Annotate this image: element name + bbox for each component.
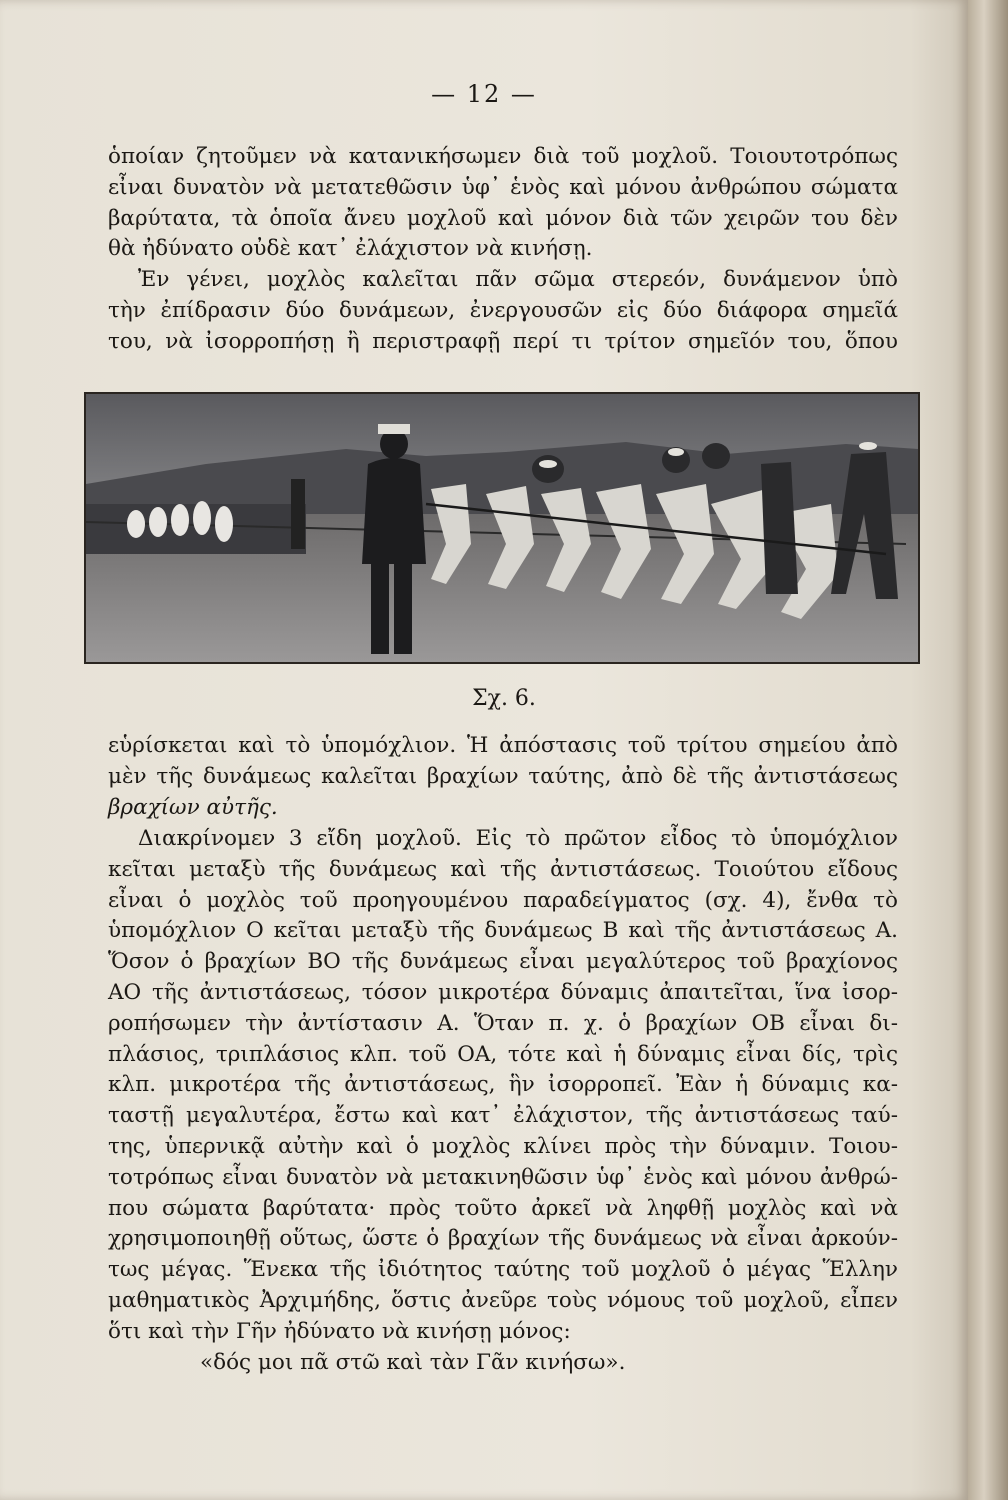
text-line: ὑπομόχλιον Ο κεῖται μεταξὺ τῆς δυνάμεως Β καὶ τῆς ἀντιστάσεως Α. <box>108 918 898 944</box>
book-binding <box>968 0 1008 1500</box>
text-line: τοτρόπως εἶναι δυνατὸν νὰ μετακινηθῶσιν ὑφ᾽ ἑνὸς καὶ μόνου ἀνθρώ- <box>108 1164 898 1190</box>
text-line: βαρύτατα, τὰ ὁποῖα ἄνευ μοχλοῦ καὶ μόνον διὰ τῶν χειρῶν του δὲν <box>108 205 898 231</box>
figure-caption: Σχ. 6. <box>472 686 536 711</box>
paragraph-3 <box>108 731 898 823</box>
paragraph-1 <box>108 142 898 265</box>
text-line: τὴν ἐπίδρασιν δύο δυνάμεων, ἐνεργουσῶν εἰς δύο διάφορα σημεῖά <box>108 297 898 323</box>
text-line: εἶναι ὁ μοχλὸς τοῦ προηγουμένου παραδείγματος (σχ. 4), ἔνθα τὸ <box>108 887 898 913</box>
paragraph-2 <box>108 265 898 357</box>
text-line: Ὅσον ὁ βραχίων ΒΟ τῆς δυνάμεως εἶναι μεγαλύτερος τοῦ βραχίονος <box>108 949 898 975</box>
text-line: μαθηματικὸς Ἀρχιμήδης, ὅστις ἀνεῦρε τοὺς νόμους τοῦ μοχλοῦ, εἶπεν <box>108 1287 898 1313</box>
text-line: εἶναι δυνατὸν νὰ μετατεθῶσιν ὑφ᾽ ἑνὸς καὶ μόνου ἀνθρώπου σώματα <box>108 174 898 200</box>
text-line: εὑρίσκεται καὶ τὸ ὑπομόχλιον. Ἡ ἀπόστασις τοῦ τρίτου σημείου ἀπὸ <box>108 733 898 758</box>
text-line: ροπήσωμεν τὴν ἀντίστασιν Α. Ὅταν π. χ. ὁ βραχίων ΟΒ εἶναι δι- <box>108 1010 898 1036</box>
text-line: κεῖται μεταξὺ τῆς δυνάμεως καὶ τῆς ἀντιστάσεως. Τοιούτου εἴδους <box>108 856 898 882</box>
text-line: που σώματα βαρύτατα· πρὸς τοῦτο ἀρκεῖ νὰ ληφθῇ μοχλὸς καὶ νὰ <box>108 1195 898 1221</box>
text-line: ΑΟ τῆς ἀντιστάσεως, τόσον μικροτέρα δύναμις ἀπαιτεῖται, ἵνα ἰσορ- <box>108 979 898 1005</box>
text-line: Ἐν γένει, μοχλὸς καλεῖται πᾶν σῶμα στερεόν, δυνάμενον ὑπὸ <box>138 267 898 292</box>
text-line: της, ὑπερνικᾷ αὐτὴν καὶ ὁ μοχλὸς κλίνει πρὸς τὴν δύναμιν. Τοιου- <box>108 1133 898 1159</box>
text-line: πλάσιος, τριπλάσιος κλπ. τοῦ ΟΑ, τότε καὶ ἡ δύναμις εἶναι δίς, τρὶς <box>108 1041 898 1067</box>
text-line: χρησιμοποιηθῇ οὕτως, ὥστε ὁ βραχίων τῆς δυνάμεως νὰ εἶναι ἀρκούν- <box>108 1226 898 1252</box>
text-line: βραχίων αὐτῆς. <box>108 794 278 820</box>
text-line: ὅτι καὶ τὴν Γῆν ἠδύνατο νὰ κινήσῃ μόνος: <box>108 1318 571 1344</box>
text-line: κλπ. μικροτέρα τῆς ἀντιστάσεως, ἣν ἰσορροπεῖ. Ἐὰν ἡ δύναμις κα- <box>108 1072 898 1098</box>
paragraph-4 <box>108 824 898 1348</box>
text-line: ταστῇ μεγαλυτέρα, ἔστω καὶ κατ᾽ ἐλάχιστον, τῆς ἀντιστάσεως ταύ- <box>108 1103 898 1129</box>
text-line: τως μέγας. Ἕνεκα τῆς ἰδιότητος ταύτης τοῦ μοχλοῦ ὁ μέγας Ἕλλην <box>108 1257 898 1283</box>
text-line: θὰ ἠδύνατο οὐδὲ κατ᾽ ἐλάχιστον νὰ κινήσῃ. <box>108 236 593 262</box>
text-line: Διακρίνομεν 3 εἴδη μοχλοῦ. Εἰς τὸ πρῶτον εἶδος τὸ ὑπομόχλιον <box>138 826 898 851</box>
tug-of-war-illustration <box>86 394 918 662</box>
text-line: του, νὰ ἰσορροπήσῃ ἢ περιστραφῇ περί τι τρίτον σημεῖόν του, ὅπου <box>108 328 898 354</box>
text-line: ὁποίαν ζητοῦμεν νὰ κατανικήσωμεν διὰ τοῦ μοχλοῦ. Τοιουτοτρόπως <box>108 144 898 169</box>
figure-tug-of-war-photo <box>84 392 920 664</box>
archimedes-quote: «δός μοι πᾶ στῶ καὶ τὰν Γᾶν κινήσω». <box>200 1350 626 1375</box>
text-line: μὲν τῆς δυνάμεως καλεῖται βραχίων ταύτης, ἀπὸ δὲ τῆς ἀντιστάσεως <box>108 763 898 789</box>
page-number: — 12 — <box>431 80 537 108</box>
